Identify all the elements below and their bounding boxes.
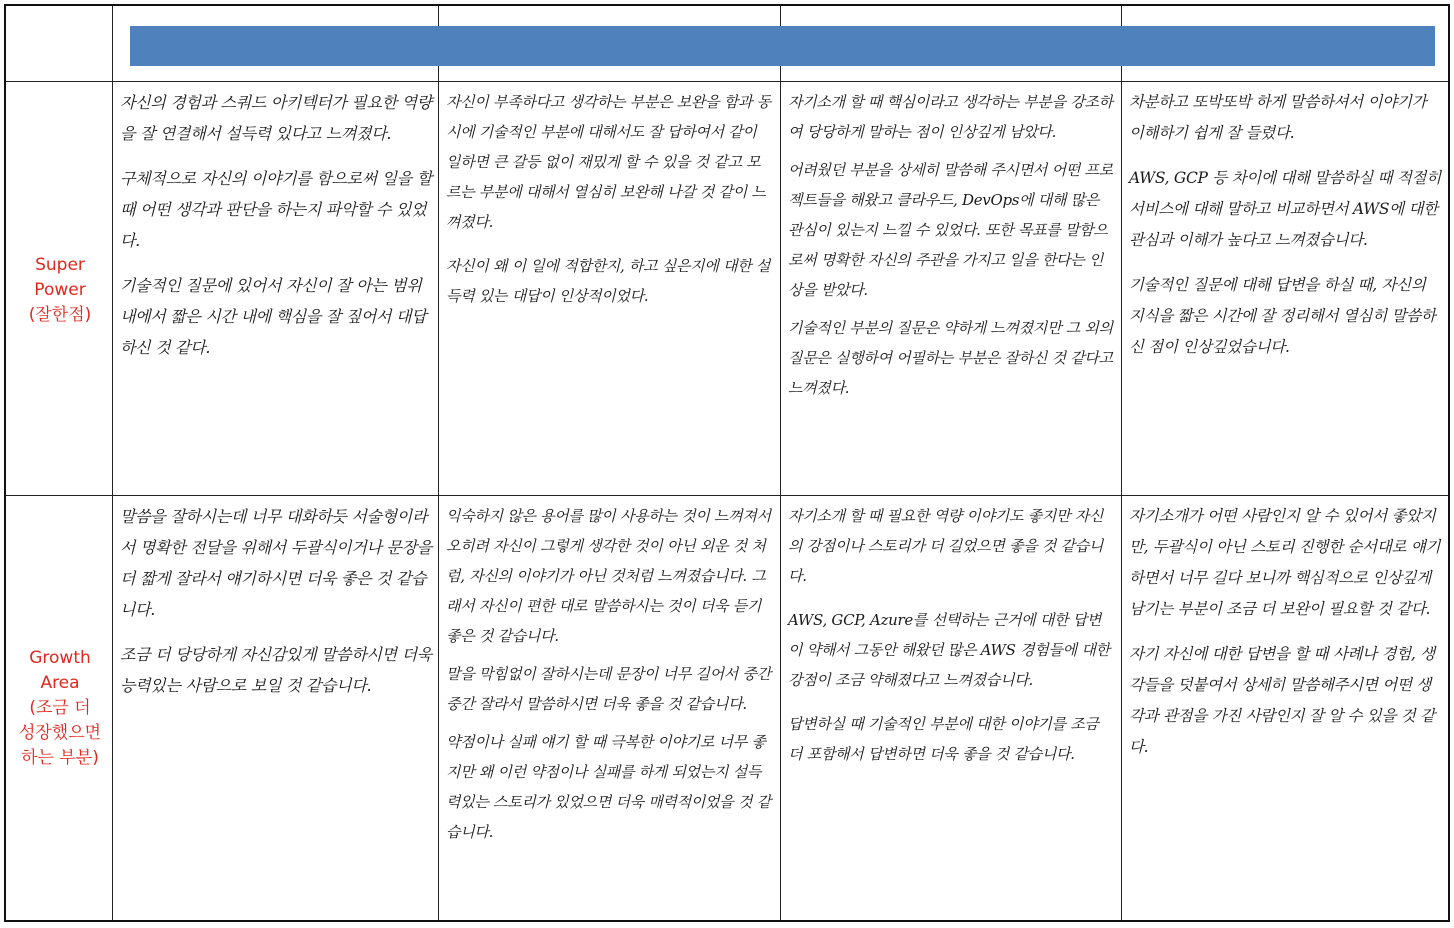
comment-paragraph: 조금 더 당당하게 자신감있게 말씀하시면 더욱 능력있는 사람으로 보일 것 같습니다.	[120, 645, 432, 695]
comment-paragraph: AWS, GCP, Azure를 선택하는 근거에 대한 답변이 약해서 그동안 해왔던 많은 AWS 경험들에 대한 강점이 조금 약해졌다고 느껴졌습니다.	[788, 611, 1110, 689]
row-label-line: Super	[35, 255, 85, 275]
growth-area-cell-1	[114, 497, 438, 920]
comment-paragraph: 약점이나 실패 얘기 할 때 극복한 이야기로 너무 좋지만 왜 이런 약점이나 실패를 하게 되었는지 설득력있는 스토리가 있었으면 더욱 매력적이었을 것 같습니다.	[446, 733, 771, 841]
row-label-line: Growth	[29, 648, 91, 668]
comment-paragraph: AWS, GCP 등 차이에 대해 말씀하실 때 적절히 서비스에 대해 말하고 비교하면서 AWS에 대한 관심과 이해가 높다고 느껴졌습니다.	[1129, 169, 1441, 249]
comment-paragraph: 기술적인 부분의 질문은 약하게 느껴졌지만 그 외의 질문은 실행하여 어필하는 부분은 잘하신 것 같다고 느껴졌다.	[788, 319, 1113, 397]
growth-area-cell-3	[782, 497, 1121, 920]
comment-paragraph: 답변하실 때 기술적인 부분에 대한 이야기를 조금 더 포함해서 답변하면 더욱 좋을 것 같습니다.	[788, 715, 1099, 763]
row-label-line: 성장했으면	[18, 723, 102, 743]
row-label-line: (잘한점)	[28, 305, 92, 325]
super-power-cell-1	[114, 83, 438, 495]
comment-paragraph: 구체적으로 자신의 이야기를 함으로써 일을 할 때 어떤 생각과 판단을 하는지 파악할 수 있었다.	[120, 169, 432, 250]
super-power-cell-2	[440, 83, 780, 495]
super-power-cell-4	[1123, 83, 1448, 495]
comment-paragraph: 자신이 왜 이 일에 적합한지, 하고 싶은지에 대한 설득력 있는 대답이 인상적이었다.	[446, 257, 771, 305]
row-label-line: Power	[34, 280, 86, 300]
comment-paragraph: 자기소개 할 때 핵심이라고 생각하는 부분을 강조하여 당당하게 말하는 점이 인상깊게 남았다.	[788, 93, 1113, 141]
comment-paragraph: 자기 자신에 대한 답변을 할 때 사례나 경험, 생각들을 덧붙여서 상세히 말씀해주시면 어떤 생각과 관점을 가진 사람인지 잘 알 수 있을 것 같다.	[1129, 645, 1435, 756]
growth-area-cell-4	[1123, 497, 1448, 920]
evaluation-table	[4, 4, 1450, 922]
comment-paragraph: 기술적인 질문에 있어서 자신이 잘 아는 범위 내에서 짧은 시간 내에 핵심을 잘 짚어서 대답하신 것 같다.	[120, 276, 427, 357]
column-divider	[1121, 6, 1122, 920]
comment-paragraph: 기술적인 질문에 대해 답변을 하실 때, 자신의 지식을 짧은 시간에 잘 정리해서 열심히 말씀하신 점이 인상깊었습니다.	[1129, 276, 1436, 356]
comment-paragraph: 자신이 부족하다고 생각하는 부분은 보완을 함과 동시에 기술적인 부분에 대해서도 잘 답하여서 같이 일하면 큰 갈등 없이 재밌게 할 수 있을 것 같고 모르는 부분에 대해서 열심히 보완해 나갈 것 같이 느껴졌다.	[446, 93, 771, 231]
comment-paragraph: 자기소개 할 때 필요한 역량 이야기도 좋지만 자신의 강점이나 스토리가 더 길었으면 좋을 것 같습니다.	[788, 507, 1104, 585]
row-label-line: 하는 부분)	[21, 748, 99, 768]
column-divider	[780, 6, 781, 920]
row-label-growth-area	[6, 646, 114, 771]
header-row-divider	[6, 81, 1448, 82]
row-label-line: Area	[40, 673, 80, 693]
comment-paragraph: 자기소개가 어떤 사람인지 알 수 있어서 좋았지만, 두괄식이 아닌 스토리 진행한 순서대로 얘기하면서 너무 길다 보니까 핵심적으로 인상깊게 남기는 부분이 조금 더 보완이 필요할 것 같다.	[1129, 507, 1441, 618]
comment-paragraph: 어려웠던 부분을 상세히 말씀해 주시면서 어떤 프로젝트들을 해왔고 클라우드, DevOps에 대해 많은 관심이 있는지 느낄 수 있었다. 또한 목표를 말함으로써 명확한 자신의 주관을 가지고 일을 한다는 인상을 받았다.	[788, 161, 1113, 299]
comment-paragraph: 말씀을 잘하시는데 너무 대화하듯 서술형이라서 명확한 전달을 위해서 두괄식이거나 문장을 더 짧게 잘라서 얘기하시면 더욱 좋은 것 같습니다.	[120, 507, 432, 619]
comment-paragraph: 말을 막힘없이 잘하시는데 문장이 너무 길어서 중간 중간 잘라서 말씀하시면 더욱 좋을 것 같습니다.	[446, 665, 771, 713]
header-bar	[130, 26, 1435, 66]
comment-paragraph: 자신의 경험과 스쿼드 아키텍터가 필요한 역량을 잘 연결해서 설득력 있다고 느껴졌다.	[120, 93, 432, 143]
row-label-super-power	[6, 253, 114, 328]
row-divider	[6, 495, 1448, 496]
column-divider	[438, 6, 439, 920]
row-label-line: (조금 더	[29, 698, 91, 718]
comment-paragraph: 익숙하지 않은 용어를 많이 사용하는 것이 느껴져서 오히려 자신이 그렇게 생각한 것이 아닌 외운 것 처럼, 자신의 이야기가 아닌 것처럼 느껴졌습니다. 그래서 자신이 편한 대로 말씀하시는 것이 더욱 듣기 좋은 것 같습니다.	[446, 507, 771, 645]
comment-paragraph: 차분하고 또박또박 하게 말씀하셔서 이야기가 이해하기 쉽게 잘 들렸다.	[1129, 93, 1427, 142]
column-divider	[112, 6, 113, 920]
growth-area-cell-2	[440, 497, 780, 920]
super-power-cell-3	[782, 83, 1121, 495]
